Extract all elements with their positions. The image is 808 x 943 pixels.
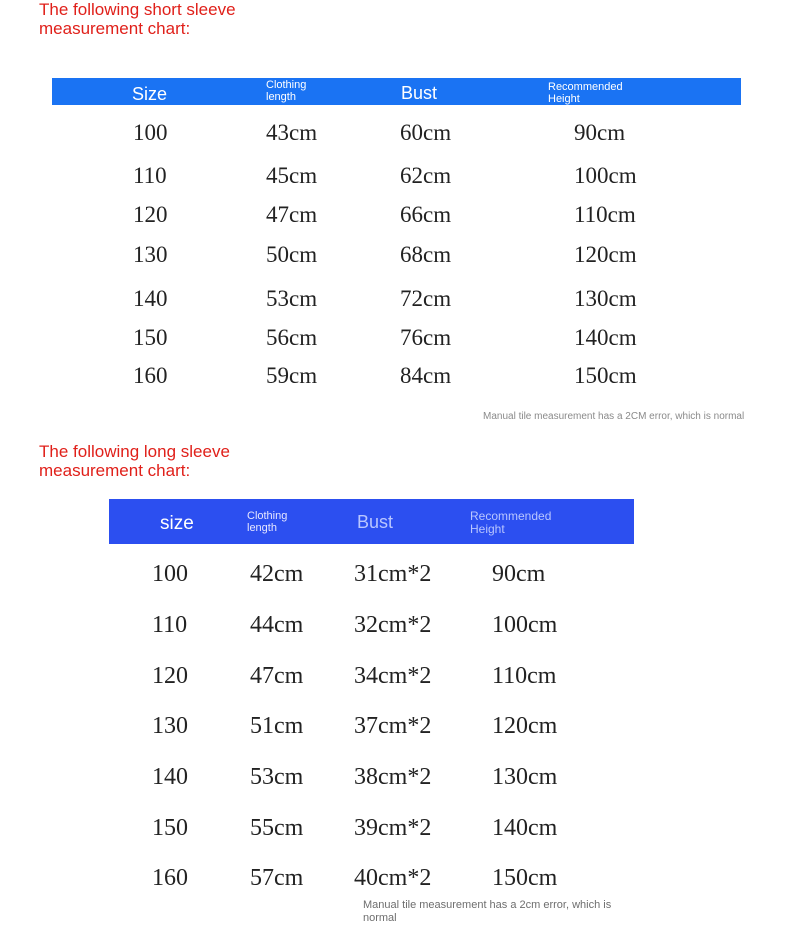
bust-cell: 66cm	[400, 202, 452, 227]
height-cell: 110cm	[492, 663, 557, 689]
height-cell: 120cm	[492, 713, 558, 739]
length-cell: 53cm	[266, 286, 318, 311]
size-cell: 110	[152, 612, 188, 638]
header-bust: Bust	[357, 512, 394, 532]
bust-cell: 34cm*2	[354, 663, 432, 689]
height-cell: 150cm	[574, 363, 637, 388]
header-clothing-length: Clothing length	[266, 79, 307, 103]
length-cell: 44cm	[250, 612, 304, 638]
size-cell: 100	[152, 561, 188, 587]
size-cell: 140	[133, 286, 168, 311]
height-cell: 140cm	[492, 815, 558, 841]
bust-cell: 84cm	[400, 363, 452, 388]
height-cell: 90cm	[574, 120, 626, 145]
height-cell: 100cm	[492, 612, 558, 638]
height-cell: 130cm	[574, 286, 637, 311]
long-sleeve-note: Manual tile measurement has a 2cm error, which is normal	[363, 899, 612, 924]
size-cell: 120	[152, 663, 188, 689]
length-cell: 53cm	[250, 764, 304, 790]
length-cell: 59cm	[266, 363, 318, 388]
bust-cell: 72cm	[400, 286, 452, 311]
bust-cell: 37cm*2	[354, 713, 432, 739]
header-size: Size	[132, 84, 168, 104]
height-cell: 140cm	[574, 325, 637, 350]
height-cell: 130cm	[492, 764, 558, 790]
long-sleeve-title: The following long sleeve measurement chart:	[39, 442, 230, 480]
length-cell: 47cm	[250, 663, 304, 689]
size-cell: 150	[133, 325, 168, 350]
length-cell: 56cm	[266, 325, 318, 350]
header-size: size	[160, 513, 194, 534]
bust-cell: 76cm	[400, 325, 452, 350]
size-cell: 130	[133, 242, 168, 267]
size-cell: 120	[133, 202, 168, 227]
bust-cell: 68cm	[400, 242, 452, 267]
bust-cell: 60cm	[400, 120, 452, 145]
short-sleeve-header-bar	[52, 78, 741, 105]
size-cell: 160	[133, 363, 168, 388]
header-recommended-height: Recommended Height	[470, 509, 552, 536]
length-cell: 50cm	[266, 242, 318, 267]
length-cell: 57cm	[250, 865, 304, 891]
size-cell: 110	[133, 163, 167, 188]
size-cell: 160	[152, 865, 188, 891]
height-cell: 150cm	[492, 865, 558, 891]
height-cell: 110cm	[574, 202, 636, 227]
length-cell: 42cm	[250, 561, 304, 587]
size-cell: 140	[152, 764, 188, 790]
bust-cell: 31cm*2	[354, 561, 432, 587]
long-sleeve-header-bar	[109, 499, 634, 544]
bust-cell: 62cm	[400, 163, 452, 188]
bust-cell: 40cm*2	[354, 865, 432, 891]
length-cell: 51cm	[250, 713, 304, 739]
size-cell: 100	[133, 120, 168, 145]
size-cell: 150	[152, 815, 188, 841]
length-cell: 43cm	[266, 120, 318, 145]
length-cell: 47cm	[266, 202, 318, 227]
header-recommended-height: Recommended Height	[548, 81, 623, 105]
bust-cell: 38cm*2	[354, 764, 432, 790]
height-cell: 120cm	[574, 242, 637, 267]
length-cell: 55cm	[250, 815, 304, 841]
size-cell: 130	[152, 713, 188, 739]
short-sleeve-title: The following short sleeve measurement chart:	[39, 0, 236, 38]
height-cell: 100cm	[574, 163, 637, 188]
height-cell: 90cm	[492, 561, 546, 587]
length-cell: 45cm	[266, 163, 318, 188]
short-sleeve-note: Manual tile measurement has a 2CM error, which is normal	[483, 411, 745, 422]
bust-cell: 39cm*2	[354, 815, 432, 841]
header-clothing-length: Clothing length	[247, 510, 288, 534]
header-bust: Bust	[401, 83, 438, 103]
bust-cell: 32cm*2	[354, 612, 432, 638]
